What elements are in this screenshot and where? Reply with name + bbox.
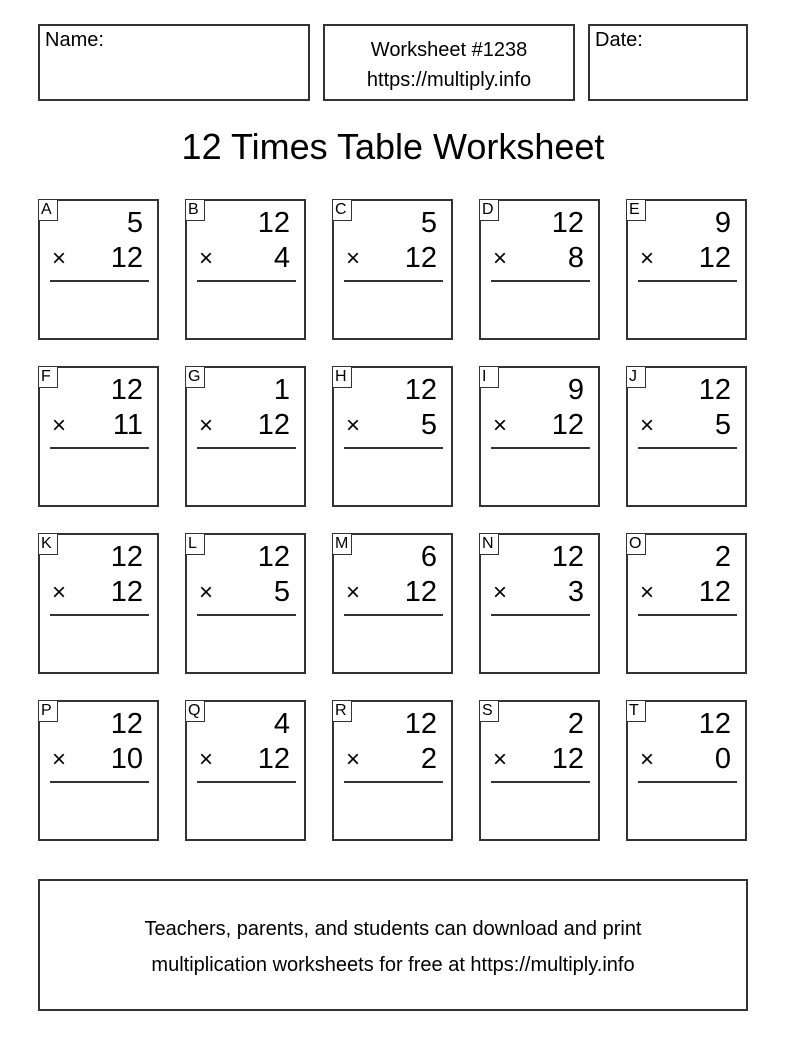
problem-letter: J bbox=[626, 366, 646, 388]
multiplier: 4 bbox=[273, 242, 290, 274]
multiplicand: 1 bbox=[273, 374, 290, 406]
problem-letter: T bbox=[626, 700, 646, 722]
answer-line bbox=[638, 614, 737, 616]
multiplicand: 12 bbox=[110, 541, 143, 573]
problem-card[interactable] bbox=[479, 700, 600, 841]
answer-line bbox=[50, 280, 149, 282]
multiplier: 5 bbox=[273, 576, 290, 608]
answer-line bbox=[50, 781, 149, 783]
date-label: Date: bbox=[595, 29, 643, 51]
answer-line bbox=[491, 280, 590, 282]
answer-line bbox=[197, 447, 296, 449]
times-sign: × bbox=[640, 746, 655, 773]
answer-line bbox=[50, 614, 149, 616]
multiplier: 5 bbox=[714, 409, 731, 441]
times-sign: × bbox=[199, 412, 214, 439]
times-sign: × bbox=[640, 245, 655, 272]
times-sign: × bbox=[52, 412, 67, 439]
problem-card[interactable] bbox=[626, 700, 747, 841]
multiplicand: 12 bbox=[257, 541, 290, 573]
multiplicand: 12 bbox=[257, 207, 290, 239]
problem-letter: E bbox=[626, 199, 646, 221]
multiplier: 12 bbox=[257, 743, 290, 775]
times-sign: × bbox=[640, 579, 655, 606]
times-sign: × bbox=[493, 245, 508, 272]
multiplicand: 6 bbox=[420, 541, 437, 573]
answer-line bbox=[197, 614, 296, 616]
problem-letter: H bbox=[332, 366, 352, 388]
answer-line bbox=[491, 781, 590, 783]
multiplier: 3 bbox=[567, 576, 584, 608]
multiplicand: 12 bbox=[404, 708, 437, 740]
multiplier: 12 bbox=[257, 409, 290, 441]
problem-card[interactable] bbox=[185, 199, 306, 340]
multiplicand: 12 bbox=[698, 374, 731, 406]
answer-line bbox=[344, 614, 443, 616]
times-sign: × bbox=[199, 746, 214, 773]
times-sign: × bbox=[493, 412, 508, 439]
multiplier: 0 bbox=[714, 743, 731, 775]
multiplicand: 5 bbox=[420, 207, 437, 239]
date-field-box[interactable] bbox=[588, 24, 748, 101]
multiplier: 12 bbox=[698, 576, 731, 608]
problem-letter: K bbox=[38, 533, 58, 555]
problem-card[interactable] bbox=[332, 700, 453, 841]
multiplier: 12 bbox=[404, 576, 437, 608]
answer-line bbox=[197, 781, 296, 783]
problem-card[interactable] bbox=[479, 199, 600, 340]
multiplicand: 9 bbox=[714, 207, 731, 239]
problem-card[interactable] bbox=[185, 533, 306, 674]
multiplicand: 12 bbox=[404, 374, 437, 406]
problem-card[interactable] bbox=[38, 366, 159, 507]
multiplier: 12 bbox=[551, 743, 584, 775]
worksheet-info-box bbox=[323, 24, 575, 101]
times-sign: × bbox=[346, 245, 361, 272]
problem-card[interactable] bbox=[626, 533, 747, 674]
multiplicand: 5 bbox=[126, 207, 143, 239]
problem-letter: A bbox=[38, 199, 58, 221]
times-sign: × bbox=[493, 579, 508, 606]
times-sign: × bbox=[640, 412, 655, 439]
times-sign: × bbox=[346, 412, 361, 439]
times-sign: × bbox=[346, 579, 361, 606]
multiplier: 12 bbox=[110, 242, 143, 274]
worksheet-number: Worksheet #1238 bbox=[370, 39, 528, 61]
problem-letter: B bbox=[185, 199, 205, 221]
problem-letter: F bbox=[38, 366, 58, 388]
multiplicand: 12 bbox=[551, 541, 584, 573]
times-sign: × bbox=[52, 746, 67, 773]
problem-card[interactable] bbox=[626, 199, 747, 340]
problem-card[interactable] bbox=[479, 533, 600, 674]
problem-letter: M bbox=[332, 533, 352, 555]
problem-letter: R bbox=[332, 700, 352, 722]
answer-line bbox=[491, 447, 590, 449]
multiplicand: 9 bbox=[567, 374, 584, 406]
multiplicand: 12 bbox=[698, 708, 731, 740]
problem-letter: I bbox=[479, 366, 499, 388]
footer-line-2: multiplication worksheets for free at https://multiply.info bbox=[151, 954, 635, 976]
problem-letter: O bbox=[626, 533, 646, 555]
problem-card[interactable] bbox=[332, 199, 453, 340]
footer-box bbox=[38, 879, 748, 1011]
problem-card[interactable] bbox=[185, 700, 306, 841]
answer-line bbox=[638, 280, 737, 282]
times-sign: × bbox=[52, 245, 67, 272]
worksheet-url: https://multiply.info bbox=[366, 69, 532, 91]
multiplier: 2 bbox=[420, 743, 437, 775]
problem-letter: G bbox=[185, 366, 205, 388]
problem-letter: C bbox=[332, 199, 352, 221]
times-sign: × bbox=[199, 579, 214, 606]
multiplier: 12 bbox=[551, 409, 584, 441]
multiplicand: 12 bbox=[110, 708, 143, 740]
problem-card[interactable] bbox=[332, 533, 453, 674]
multiplicand: 4 bbox=[273, 708, 290, 740]
problem-card[interactable] bbox=[332, 366, 453, 507]
multiplicand: 12 bbox=[110, 374, 143, 406]
multiplier: 12 bbox=[404, 242, 437, 274]
multiplicand: 12 bbox=[551, 207, 584, 239]
problem-card[interactable] bbox=[38, 700, 159, 841]
answer-line bbox=[344, 781, 443, 783]
answer-line bbox=[197, 280, 296, 282]
answer-line bbox=[638, 447, 737, 449]
times-sign: × bbox=[52, 579, 67, 606]
answer-line bbox=[344, 280, 443, 282]
footer-line-1: Teachers, parents, and students can download and print bbox=[144, 918, 642, 940]
answer-line bbox=[344, 447, 443, 449]
name-field-box[interactable] bbox=[38, 24, 310, 101]
problem-letter: Q bbox=[185, 700, 205, 722]
problem-card[interactable] bbox=[38, 533, 159, 674]
multiplier: 12 bbox=[698, 242, 731, 274]
problem-letter: P bbox=[38, 700, 58, 722]
times-sign: × bbox=[199, 245, 214, 272]
problem-letter: S bbox=[479, 700, 499, 722]
problem-card[interactable] bbox=[479, 366, 600, 507]
problem-card[interactable] bbox=[626, 366, 747, 507]
multiplier: 5 bbox=[420, 409, 437, 441]
multiplicand: 2 bbox=[714, 541, 731, 573]
answer-line bbox=[638, 781, 737, 783]
problem-letter: D bbox=[479, 199, 499, 221]
problem-card[interactable] bbox=[185, 366, 306, 507]
page-title: 12 Times Table Worksheet bbox=[181, 126, 605, 167]
problem-letter: L bbox=[185, 533, 205, 555]
multiplier: 11 bbox=[112, 409, 143, 441]
problem-letter: N bbox=[479, 533, 499, 555]
multiplicand: 2 bbox=[567, 708, 584, 740]
name-label: Name: bbox=[45, 29, 104, 51]
answer-line bbox=[491, 614, 590, 616]
multiplier: 12 bbox=[110, 576, 143, 608]
times-sign: × bbox=[493, 746, 508, 773]
answer-line bbox=[50, 447, 149, 449]
multiplier: 10 bbox=[110, 743, 143, 775]
multiplier: 8 bbox=[567, 242, 584, 274]
times-sign: × bbox=[346, 746, 361, 773]
problem-card[interactable] bbox=[38, 199, 159, 340]
